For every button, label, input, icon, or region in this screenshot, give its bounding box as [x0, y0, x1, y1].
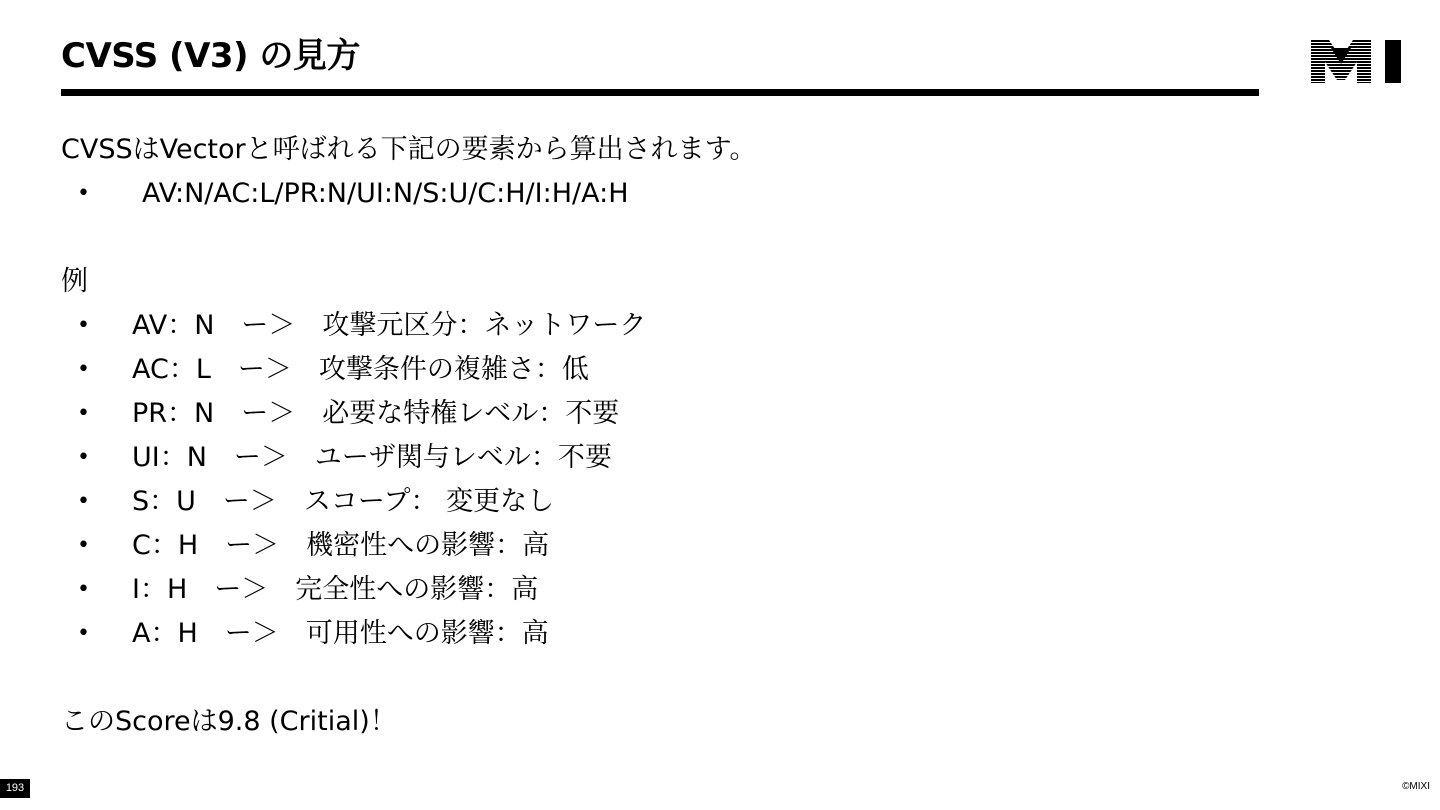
bullet-dot: • [77, 401, 90, 426]
example-item-c [61, 524, 1261, 568]
vector-bullet [61, 172, 1261, 216]
example-item-pr [61, 392, 1261, 436]
example-item-text: AC：L ー＞ 攻撃条件の複雑さ：低 [132, 354, 589, 385]
mixi-logo-graphic [1311, 40, 1403, 83]
slide-title: CVSS (V3) の見方 [61, 36, 360, 76]
example-item-i [61, 568, 1261, 612]
example-item-text: S：U ー＞ スコープ： 変更なし [132, 486, 555, 517]
example-item-text: A：H ー＞ 可用性への影響：高 [132, 618, 549, 649]
example-item-ui [61, 436, 1261, 480]
bullet-dot: • [77, 621, 90, 646]
example-item-text: PR：N ー＞ 必要な特権レベル：不要 [132, 398, 620, 429]
bullet-dot: • [77, 357, 90, 382]
mixi-logo [1311, 40, 1403, 83]
blank-line [61, 216, 1261, 260]
example-item-text: I：H ー＞ 完全性への影響：高 [132, 574, 539, 605]
bullet-dot: • [77, 181, 90, 206]
bullet-dot: • [77, 533, 90, 558]
slide-body [61, 128, 1261, 744]
bullet-dot: • [77, 577, 90, 602]
blank-line [61, 656, 1261, 700]
intro-text: CVSSはVectorと呼ばれる下記の要素から算出されます。 [61, 134, 757, 165]
example-item-a [61, 612, 1261, 656]
copyright-notice: ©MIXI [1402, 781, 1430, 792]
example-item-text: AV：N ー＞ 攻撃元区分：ネットワーク [132, 310, 647, 341]
title-underline [61, 89, 1259, 96]
page-number: 193 [0, 779, 30, 798]
example-item-ac [61, 348, 1261, 392]
vector-string: AV:N/AC:L/PR:N/UI:N/S:U/C:H/I:H/A:H [142, 178, 629, 209]
bullet-dot: • [77, 445, 90, 470]
example-item-av [61, 304, 1261, 348]
bullet-dot: • [77, 313, 90, 338]
bullet-dot: • [77, 489, 90, 514]
score-conclusion: このScoreは9.8 (Critial)！ [61, 706, 397, 737]
example-item-s [61, 480, 1261, 524]
example-label: 例 [61, 266, 88, 297]
example-item-text: UI：N ー＞ ユーザ関与レベル：不要 [132, 442, 612, 473]
example-item-text: C：H ー＞ 機密性への影響：高 [132, 530, 550, 561]
